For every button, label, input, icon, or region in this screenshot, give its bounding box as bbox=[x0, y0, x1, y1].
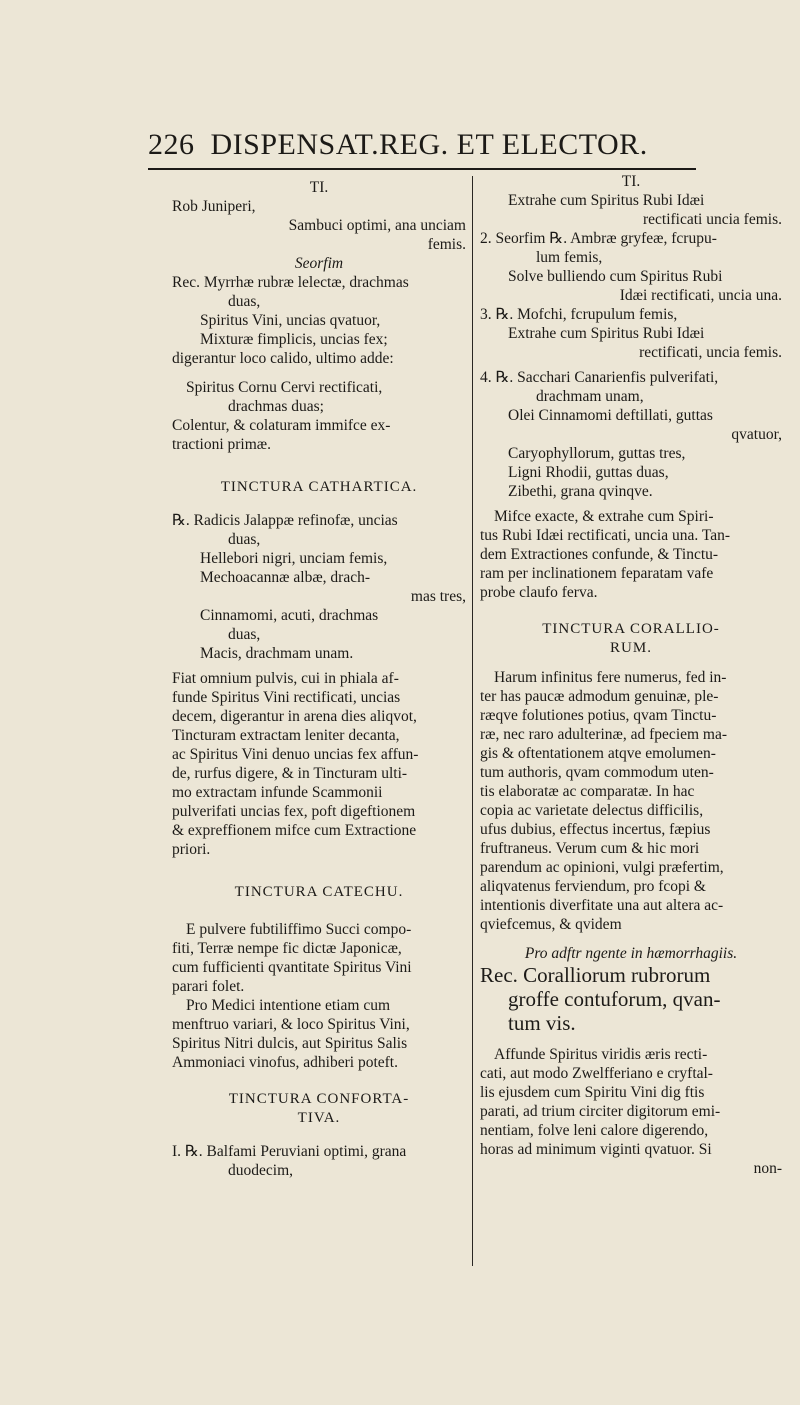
right-column-line: Extrahe cum Spiritus Rubi Idæi bbox=[508, 192, 705, 209]
left-column-line: fiti, Terræ nempe fic dictæ Japonicæ, bbox=[172, 940, 402, 957]
right-column-line: ræqve folutiones potius, qvam Tinctu- bbox=[480, 707, 717, 724]
left-column-line: E pulvere fubtiliffimo Succi compo- bbox=[186, 921, 412, 938]
left-column-line: priori. bbox=[172, 841, 211, 858]
right-column-line: 4. ℞. Sacchari Canarienfis pulverifati, bbox=[480, 369, 719, 386]
left-column-line: & expreffionem mifce cum Extractione bbox=[172, 822, 417, 839]
left-column-line: Cinnamomi, acuti, drachmas bbox=[200, 607, 379, 624]
page-number: 226 bbox=[148, 128, 195, 161]
left-column-line: ac Spiritus Vini denuo uncias fex affun- bbox=[172, 746, 419, 763]
right-column-line: drachmam unam, bbox=[536, 388, 644, 405]
left-column-line: Fiat omnium pulvis, cui in phiala af- bbox=[172, 670, 399, 687]
right-column-line: Idæi rectificati, uncia una. bbox=[619, 287, 782, 304]
right-column-line: probe claufo ferva. bbox=[480, 584, 598, 601]
right-column-line: gis & oftentationem atqve emolumen- bbox=[480, 745, 716, 762]
left-column-line: Spiritus Nitri dulcis, aut Spiritus Salis bbox=[172, 1035, 408, 1052]
left-column-line: Spiritus Vini, uncias qvatuor, bbox=[200, 312, 381, 329]
right-column bbox=[480, 172, 782, 1178]
left-column-line: Rec. Myrrhæ rubræ lelectæ, drachmas bbox=[172, 274, 409, 291]
left-column-line: de, rurfus digere, & in Tincturam ulti- bbox=[172, 765, 408, 782]
left-column-line: mas tres, bbox=[410, 588, 466, 605]
right-column-line: lis ejusdem cum Spiritu Vini dig ftis bbox=[480, 1084, 705, 1101]
right-column-line: groffe contuforum, qvan- bbox=[508, 987, 721, 1011]
right-column-line: tus Rubi Idæi rectificati, uncia una. Tan- bbox=[480, 527, 731, 544]
right-column-line: parati, ad trium circiter digitorum emi- bbox=[480, 1103, 721, 1120]
right-column-line: tum vis. bbox=[508, 1011, 576, 1035]
right-column-line: Olei Cinnamomi deftillati, guttas bbox=[508, 407, 713, 424]
right-column-line: rectificati, uncia femis. bbox=[639, 344, 782, 361]
left-column-line: parari folet. bbox=[172, 978, 245, 995]
right-column-line: qviefcemus, & qvidem bbox=[480, 916, 622, 933]
right-column-line: intentionis diverfitate una aut altera ac- bbox=[480, 897, 724, 914]
header-rule bbox=[148, 168, 696, 170]
right-column-line: copia ac varietate delectus difficilis, bbox=[480, 802, 704, 819]
left-column-line: Sambuci optimi, ana unciam bbox=[288, 217, 466, 234]
right-column-line: cati, aut modo Zwelfferiano e cryftal- bbox=[480, 1065, 713, 1082]
running-title: DISPENSAT.REG. ET ELECTOR. bbox=[210, 128, 648, 161]
left-column-line: Mixturæ fimplicis, uncias fex; bbox=[200, 331, 388, 348]
right-column-line: Pro adftr ngente in hæmorrhagiis. bbox=[524, 945, 738, 962]
right-column-line: ræ, nec raro adulterinæ, ad fpeciem ma- bbox=[480, 726, 728, 743]
right-column-line: aliqvatenus ferviendum, pro fcopi & bbox=[480, 878, 706, 895]
right-column-line: ufus dubius, effectus incertus, fæpius bbox=[480, 821, 711, 838]
right-column-line: nentiam, folve leni calore digerendo, bbox=[480, 1122, 709, 1139]
right-column-line: parendum ac opinioni, vulgi præfertim, bbox=[480, 859, 724, 876]
right-column-line: ter has paucæ admodum genuinæ, ple- bbox=[480, 688, 719, 705]
right-column-line: Harum infinitus fere numerus, fed in- bbox=[494, 669, 727, 686]
right-column-line: Ligni Rhodii, guttas duas, bbox=[508, 464, 669, 481]
right-column-line: TI. bbox=[621, 173, 641, 190]
column-divider bbox=[472, 176, 473, 1266]
right-column-line: Caryophyllorum, guttas tres, bbox=[508, 445, 686, 462]
right-column-line: 2. Seorfim ℞. Ambræ gryfeæ, fcrupu- bbox=[480, 230, 717, 247]
left-column-line: tractioni primæ. bbox=[172, 436, 272, 453]
left-column-line: Spiritus Cornu Cervi rectificati, bbox=[186, 379, 383, 396]
left-column-line: TINCTURA CONFORTA- bbox=[228, 1091, 410, 1107]
left-column-line: TINCTURA CATHARTICA. bbox=[220, 479, 418, 495]
left-column-line: Hellebori nigri, unciam femis, bbox=[200, 550, 388, 567]
left-column-line: TIVA. bbox=[297, 1110, 341, 1126]
left-column-line: ℞. Radicis Jalappæ refinofæ, uncias bbox=[172, 512, 398, 529]
right-column-line: 3. ℞. Mofchi, fcrupulum femis, bbox=[480, 306, 678, 323]
left-column-line: cum fufficienti qvantitate Spiritus Vini bbox=[172, 959, 412, 976]
left-column-line: drachmas duas; bbox=[228, 398, 324, 415]
left-column-line: Ammoniaci vinofus, adhiberi poteft. bbox=[172, 1054, 398, 1071]
left-column-line: decem, digerantur in arena dies aliqvot, bbox=[172, 708, 417, 725]
right-column-line: ram per inclinationem feparatam vafe bbox=[480, 565, 714, 582]
right-column-line: horas ad minimum viginti qvatuor. Si bbox=[480, 1141, 712, 1158]
left-column-line: pulverifati uncias fex, poft digeftionem bbox=[172, 803, 416, 820]
right-column-line: lum femis, bbox=[536, 249, 603, 266]
left-column-line: Pro Medici intentione etiam cum bbox=[186, 997, 391, 1014]
right-column-line: Solve bulliendo cum Spiritus Rubi bbox=[508, 268, 723, 285]
right-column-line: Mifce exacte, & extrahe cum Spiri- bbox=[494, 508, 714, 525]
left-column-line: Tincturam extractam leniter decanta, bbox=[172, 727, 400, 744]
right-column-line: Rec. Coralliorum rubrorum bbox=[480, 963, 711, 987]
running-header bbox=[148, 128, 708, 162]
right-column-line: qvatuor, bbox=[731, 426, 782, 443]
right-column-line: RUM. bbox=[610, 640, 652, 656]
left-column-line: femis. bbox=[427, 236, 466, 253]
right-column-line: fruftraneus. Verum cum & hic mori bbox=[480, 840, 700, 857]
right-column-line: tum authoris, qvam commodum uten- bbox=[480, 764, 714, 781]
left-column-line: duas, bbox=[228, 531, 261, 548]
left-column bbox=[172, 178, 466, 1180]
left-column-line: TINCTURA CATECHU. bbox=[234, 884, 404, 900]
left-column-line: Seorfim bbox=[294, 255, 344, 272]
left-column-line: menftruo variari, & loco Spiritus Vini, bbox=[172, 1016, 410, 1033]
left-column-line: Macis, drachmam unam. bbox=[200, 645, 354, 662]
right-column-line: dem Extractiones confunde, & Tinctu- bbox=[480, 546, 719, 563]
left-column-line: duas, bbox=[228, 626, 261, 643]
left-column-line: Colentur, & colaturam immifce ex- bbox=[172, 417, 391, 434]
left-column-line: Mechoacannæ albæ, drach- bbox=[200, 569, 371, 586]
right-column-line: rectificati uncia femis. bbox=[642, 211, 782, 228]
right-column-line: non- bbox=[753, 1160, 782, 1177]
left-column-line: TI. bbox=[309, 179, 329, 196]
left-column-line: Rob Juniperi, bbox=[172, 198, 256, 215]
left-column-line: funde Spiritus Vini rectificati, uncias bbox=[172, 689, 401, 706]
right-column-line: TINCTURA CORALLIO- bbox=[542, 621, 720, 637]
left-column-line: mo extractam infunde Scammonii bbox=[172, 784, 383, 801]
left-column-line: duas, bbox=[228, 293, 261, 310]
left-column-line: duodecim, bbox=[228, 1162, 293, 1179]
left-column-line: I. ℞. Balfami Peruviani optimi, grana bbox=[172, 1143, 407, 1160]
right-column-line: Affunde Spiritus viridis æris recti- bbox=[494, 1046, 708, 1063]
right-column-line: tis elaboratæ ac comparatæ. In hac bbox=[480, 783, 695, 800]
right-column-line: Extrahe cum Spiritus Rubi Idæi bbox=[508, 325, 705, 342]
left-column-line: digerantur loco calido, ultimo adde: bbox=[172, 350, 394, 367]
right-column-line: Zibethi, grana qvinqve. bbox=[508, 483, 653, 500]
